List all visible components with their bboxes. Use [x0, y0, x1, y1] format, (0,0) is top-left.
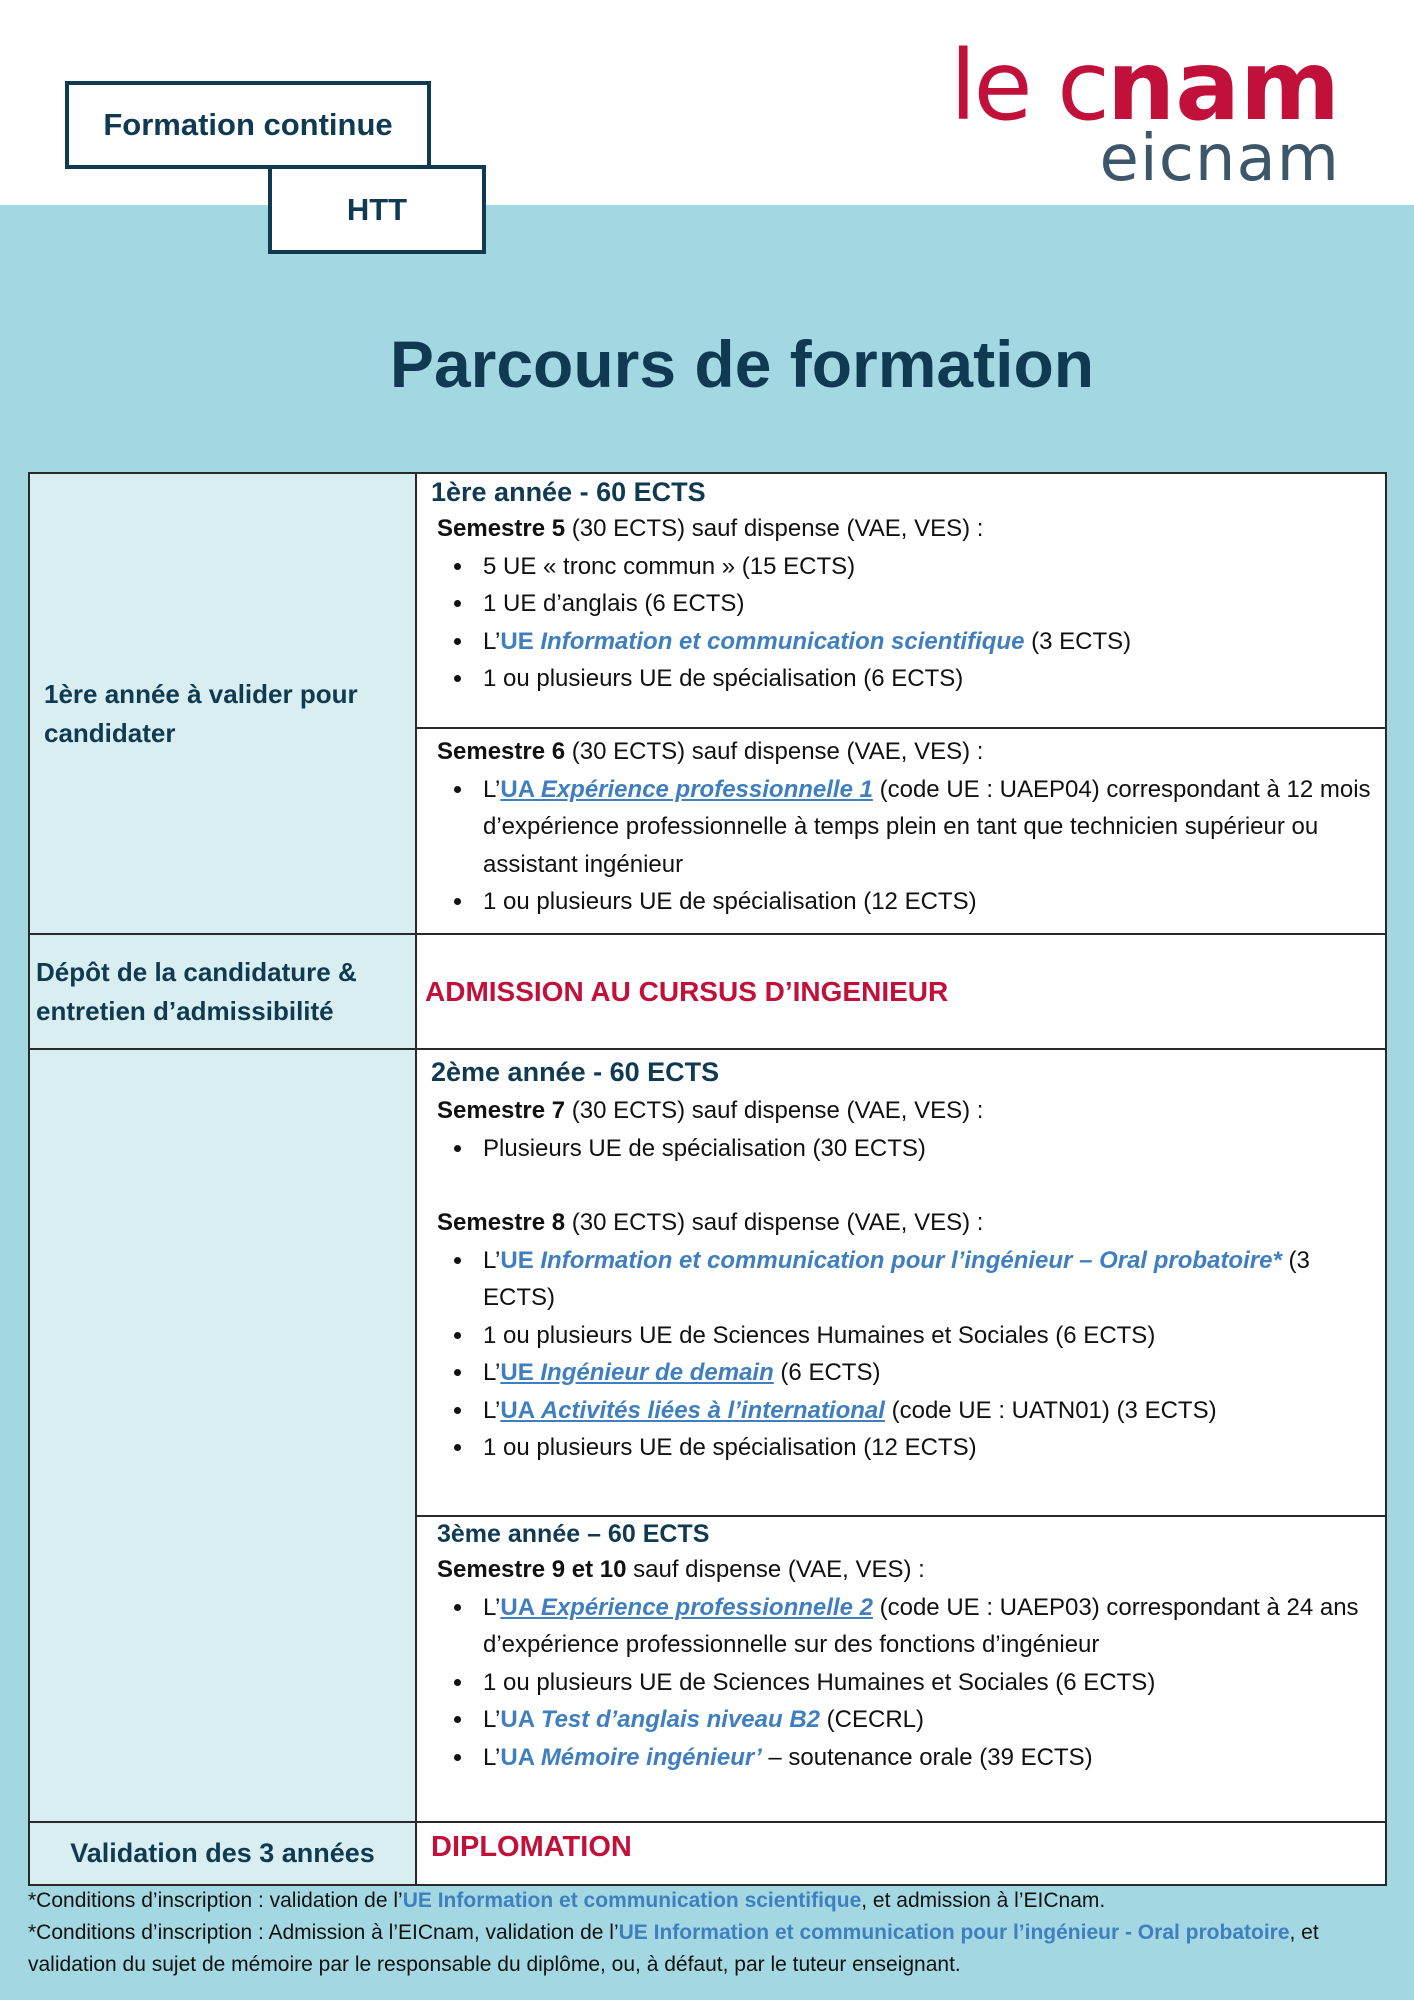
list-item: • 1 ou plusieurs UE de Sciences Humaines et Sociales (6 ECTS)	[475, 1317, 1375, 1355]
tag-formation-continue	[65, 81, 431, 169]
year-2-cell	[416, 1049, 1386, 1516]
semester-6-list	[431, 771, 1375, 921]
list-item: • L’UA Expérience professionnelle 1 (code UE : UAEP04) correspondant à 12 mois d’expérience professionnelle à temps plein en tant que technicien supérieur ou assistant ingénieur	[475, 771, 1375, 884]
footnote: *Conditions d’inscription : validation de l’UE Information et communication scientifique, et admission à l’EICnam.	[28, 1889, 1106, 1912]
semester-line: Semestre 9 et 10 sauf dispense (VAE, VES) :	[437, 1556, 925, 1583]
row-label-empty	[29, 1049, 416, 1516]
tag-label: Formation continue	[103, 107, 393, 142]
row-label-empty	[29, 1516, 416, 1822]
ua-link[interactable]: UA Mémoire ingénieur’	[500, 1743, 762, 1771]
semester-9-10-list	[431, 1589, 1375, 1777]
tag-htt	[268, 165, 486, 254]
ua-link[interactable]: UA Expérience professionnelle 1	[500, 775, 873, 803]
year-heading: 2ème année - 60 ECTS	[431, 1057, 720, 1087]
ua-link[interactable]: UA Activités liées à l’international	[500, 1396, 885, 1424]
diplomation-label: DIPLOMATION	[431, 1830, 632, 1863]
semester-line: Semestre 5 (30 ECTS) sauf dispense (VAE, VES) :	[437, 515, 984, 542]
year-heading: 3ème année – 60 ECTS	[437, 1520, 710, 1548]
row-label-first-year: 1ère année à valider pour candidater	[29, 473, 416, 934]
ua-link[interactable]: UA Expérience professionnelle 2	[500, 1593, 873, 1621]
semester-line: Semestre 6 (30 ECTS) sauf dispense (VAE, VES) :	[437, 738, 984, 765]
table-row	[29, 1049, 1386, 1516]
ua-link[interactable]: UA Test d’anglais niveau B2	[500, 1706, 821, 1733]
semester-7-list	[431, 1130, 1375, 1168]
logo-wordmark: le cnam	[949, 30, 1340, 142]
list-item: • L’UA Expérience professionnelle 2 (code UE : UAEP03) correspondant à 24 ans d’expérience professionnelle sur des fonctions d’ingénieur	[475, 1589, 1375, 1664]
list-item: • L’UE Information et communication pour l’ingénieur – Oral probatoire* (3 ECTS)	[475, 1242, 1375, 1317]
table-row	[29, 1822, 1386, 1885]
curriculum-table	[28, 472, 1387, 1886]
ue-link[interactable]: UE Ingénieur de demain	[500, 1359, 774, 1386]
year-3-cell	[416, 1516, 1386, 1822]
list-item: • 1 ou plusieurs UE de spécialisation (12 ECTS)	[475, 1429, 1375, 1467]
cnam-logo	[940, 30, 1340, 196]
footnote-link[interactable]: UE Information et communication scientifique	[402, 1889, 862, 1912]
semester-8-list	[431, 1242, 1375, 1467]
list-item: • 1 UE d’anglais (6 ECTS)	[475, 585, 1375, 623]
semester-5-cell	[416, 473, 1386, 728]
list-item: • 1 ou plusieurs UE de spécialisation (12 ECTS)	[475, 883, 1375, 921]
list-item: • L’UE Information et communication scientifique (3 ECTS)	[475, 623, 1375, 661]
ue-link[interactable]: UE Information et communication scientifique	[500, 627, 1025, 655]
footnote-link[interactable]: UE Information et communication pour l’ingénieur - Oral probatoire	[618, 1921, 1290, 1944]
logo-subtitle: eicnam	[1099, 122, 1340, 196]
diplomation-cell	[416, 1822, 1386, 1885]
ue-link[interactable]: UE Information et communication pour l’ingénieur – Oral probatoire*	[500, 1246, 1282, 1274]
list-item: • L’UE Ingénieur de demain (6 ECTS)	[475, 1354, 1375, 1392]
admission-label: ADMISSION AU CURSUS D’INGENIEUR	[425, 975, 949, 1007]
semester-line: Semestre 7 (30 ECTS) sauf dispense (VAE, VES) :	[437, 1097, 984, 1124]
footnote: *Conditions d’inscription : Admission à l’EICnam, validation de l’UE Information et communication pour l’ingénieur - Oral probatoire, et validation du sujet de mémoire par le responsable du diplôme, ou, à défaut, par le tuteur enseignant.	[28, 1921, 1319, 1976]
list-item: • Plusieurs UE de spécialisation (30 ECTS)	[475, 1130, 1375, 1168]
table-row	[29, 473, 1386, 728]
admission-cell	[416, 934, 1386, 1049]
footnotes	[28, 1885, 1408, 1981]
page-title: Parcours de formation	[389, 327, 1095, 401]
list-item: • L’UA Activités liées à l’international (code UE : UATN01) (3 ECTS)	[475, 1392, 1375, 1430]
list-item: • 1 ou plusieurs UE de spécialisation (6 ECTS)	[475, 660, 1375, 698]
year-heading: 1ère année - 60 ECTS	[431, 477, 706, 507]
semester-line: Semestre 8 (30 ECTS) sauf dispense (VAE, VES) :	[437, 1209, 984, 1236]
semester-6-cell	[416, 728, 1386, 934]
list-item: • L’UA Test d’anglais niveau B2 (CECRL)	[475, 1701, 1375, 1739]
list-item: • 5 UE « tronc commun » (15 ECTS)	[475, 548, 1375, 586]
list-item: • L’UA Mémoire ingénieur’ – soutenance orale (39 ECTS)	[475, 1739, 1375, 1777]
row-label-candidature: Dépôt de la candidature & entretien d’admissibilité	[29, 934, 416, 1049]
semester-5-list	[431, 548, 1375, 698]
list-item: • 1 ou plusieurs UE de Sciences Humaines et Sociales (6 ECTS)	[475, 1664, 1375, 1702]
tag-label: HTT	[346, 191, 408, 227]
table-row	[29, 934, 1386, 1049]
table-row	[29, 1516, 1386, 1822]
row-label-validation: Validation des 3 années	[29, 1822, 416, 1885]
